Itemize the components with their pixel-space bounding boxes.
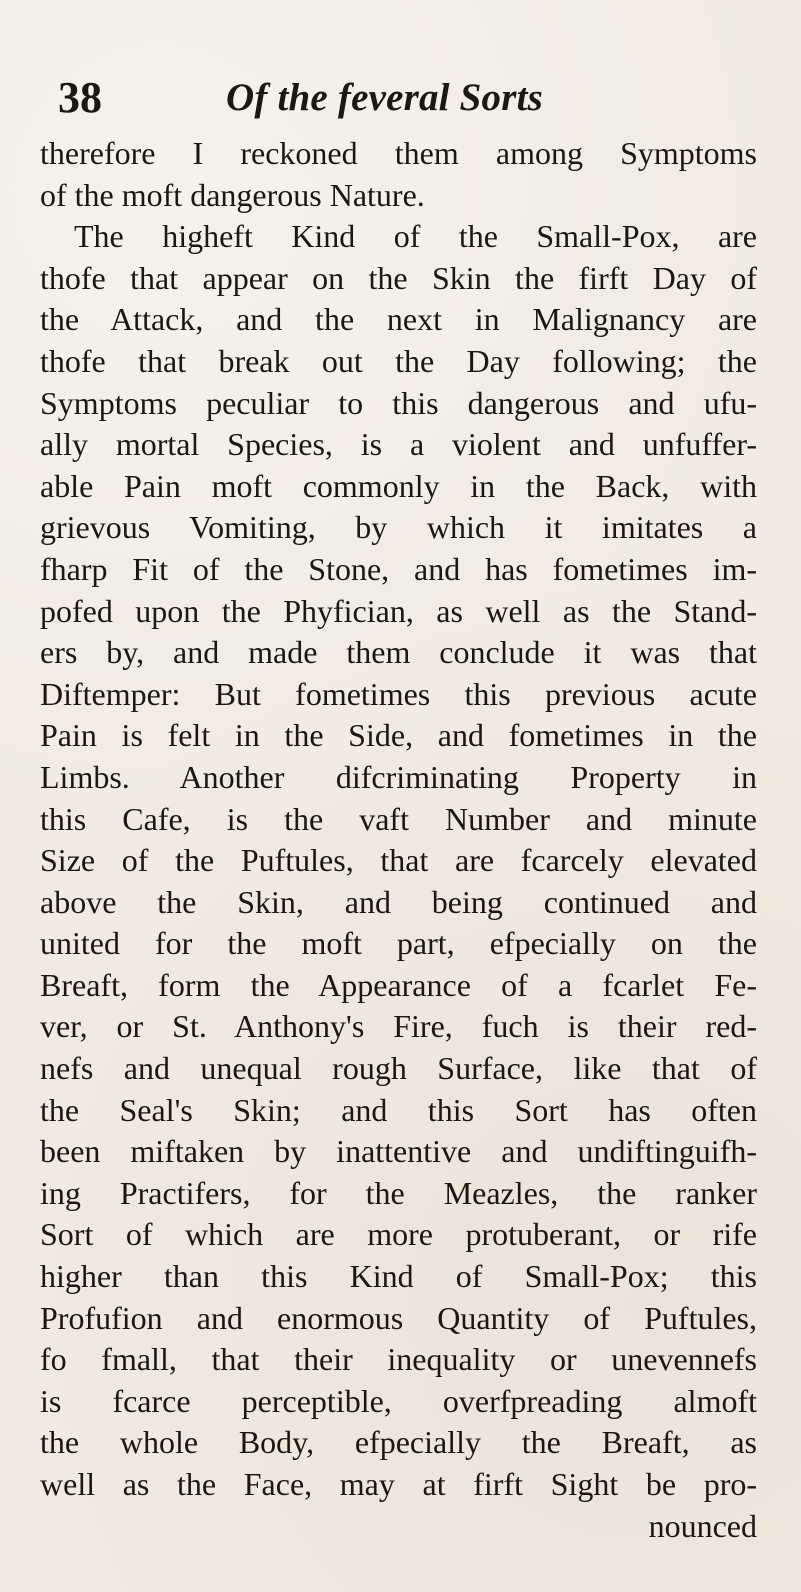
text-line-31: is fcarce perceptible, overfpreading almoft xyxy=(40,1382,757,1419)
text-line-1: therefore I reckoned them among Symptoms xyxy=(40,135,757,171)
text-line-2: of the moft dangerous Nature. xyxy=(40,176,425,213)
page-number: 38 xyxy=(58,73,102,122)
text-line-16: Limbs. Another difcriminating Property in xyxy=(40,758,757,795)
text-line-24: the Seal's Skin; and this Sort has often xyxy=(40,1091,757,1128)
text-line-20: united for the moft part, efpecially on the xyxy=(40,925,757,962)
text-line-25: been miftaken by inattentive and undiftinguifh- xyxy=(40,1133,757,1170)
text-line-11: fharp Fit of the Stone, and has fometimes im- xyxy=(40,550,757,587)
text-line-7: Symptoms peculiar to this dangerous and ufu- xyxy=(40,384,757,421)
text-line-21: Breaft, form the Appearance of a fcarlet Fe- xyxy=(40,966,757,1003)
text-line-9: able Pain moft commonly in the Back, with xyxy=(40,467,757,504)
text-line-4: thofe that appear on the Skin the firft Day of xyxy=(40,259,757,296)
text-line-27: Sort of which are more protuberant, or rife xyxy=(40,1216,757,1253)
text-line-6: thofe that break out the Day following; the xyxy=(40,342,757,379)
text-line-3: The higheft Kind of the Small-Pox, are xyxy=(74,218,757,255)
text-line-10: grievous Vomiting, by which it imitates a xyxy=(40,509,757,546)
text-line-26: ing Practifers, for the Meazles, the ranker xyxy=(40,1174,757,1211)
text-line-32: the whole Body, efpecially the Breaft, as xyxy=(40,1424,757,1461)
running-head xyxy=(58,72,778,136)
text-line-5: the Attack, and the next in Malignancy are xyxy=(40,301,757,338)
text-line-15: Pain is felt in the Side, and fometimes in the xyxy=(40,717,757,754)
text-line-28: higher than this Kind of Small-Pox; this xyxy=(40,1258,757,1295)
text-line-30: fo fmall, that their inequality or unevennefs xyxy=(40,1341,757,1378)
running-title: Of the feveral Sorts xyxy=(226,76,544,119)
text-line-17: this Cafe, is the vaft Number and minute xyxy=(40,800,757,837)
text-line-33: well as the Face, may at firft Sight be pro- xyxy=(40,1466,757,1502)
text-line-23: nefs and unequal rough Surface, like that of xyxy=(40,1050,757,1087)
text-line-13: ers by, and made them conclude it was that xyxy=(40,634,757,671)
text-line-22: ver, or St. Anthony's Fire, fuch is their red- xyxy=(40,1008,757,1045)
text-line-29: Profufion and enormous Quantity of Puftules, xyxy=(40,1299,757,1336)
text-line-18: Size of the Puftules, that are fcarcely elevated xyxy=(40,842,757,879)
text-line-14: Diftemper: But fometimes this previous acute xyxy=(40,675,757,712)
text-line-12: pofed upon the Phyfician, as well as the Stand- xyxy=(40,592,757,629)
body-text xyxy=(40,133,757,1583)
text-line-8: ally mortal Species, is a violent and unfuffer- xyxy=(40,426,757,463)
text-line-19: above the Skin, and being continued and xyxy=(40,883,757,920)
text-line-34: nounced xyxy=(648,1507,757,1544)
